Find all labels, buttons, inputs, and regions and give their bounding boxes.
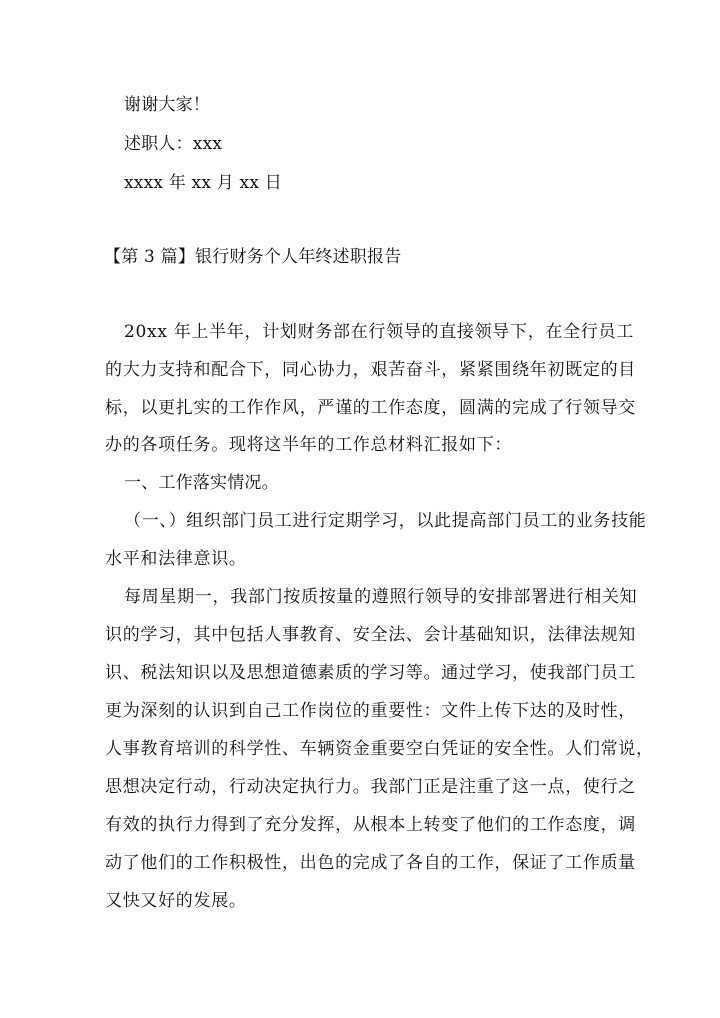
paragraph-line: 每周星期一，我部门按质按量的遵照行领导的安排部署进行相关知	[124, 587, 638, 607]
paragraph-line: 的大力支持和配合下，同心协力，艰苦奋斗，紧紧围绕年初既定的目	[105, 360, 636, 380]
paragraph-line: 思想决定行动，行动决定执行力。我部门正是注重了这一点，使行之	[105, 777, 636, 797]
paragraph-line: 办的各项任务。现将这半年的工作总材料汇报如下：	[105, 435, 513, 455]
closing-date: xxxx 年 xx 月 xx 日	[124, 173, 282, 193]
paragraph-line: 动了他们的工作积极性，出色的完成了各自的工作，保证了工作质量	[105, 853, 636, 873]
paragraph-line: 人事教育培训的科学性、车辆资金重要空白凭证的安全性。人们常说，	[105, 739, 654, 759]
paragraph-line: 标，以更扎实的工作作风，严谨的工作态度，圆满的完成了行领导交	[105, 398, 636, 418]
closing-author: 述职人：xxx	[124, 134, 223, 154]
paragraph-line: 20xx 年上半年，计划财务部在行领导的直接领导下，在全行员工	[124, 322, 634, 342]
closing-thanks: 谢谢大家！	[124, 95, 210, 115]
item-line: （一、）组织部门员工进行定期学习，以此提高部门员工的业务技能	[124, 511, 647, 531]
paragraph-line: 有效的执行力得到了充分发挥，从根本上转变了他们的工作态度，调	[105, 815, 636, 835]
section-heading: 【第 3 篇】银行财务个人年终述职报告	[104, 247, 402, 267]
paragraph-line: 识的学习，其中包括人事教育、安全法、会计基础知识，法律法规知	[105, 625, 636, 645]
paragraph-line: 更为深刻的认识到自己工作岗位的重要性：文件上传下达的及时性，	[105, 701, 636, 721]
section-title: 一、工作落实情况。	[124, 473, 279, 493]
item-line: 水平和法律意识。	[105, 549, 247, 569]
paragraph-line: 又快又好的发展。	[105, 891, 247, 911]
paragraph-line: 识、税法知识以及思想道德素质的学习等。通过学习，使我部门员工	[105, 663, 636, 683]
